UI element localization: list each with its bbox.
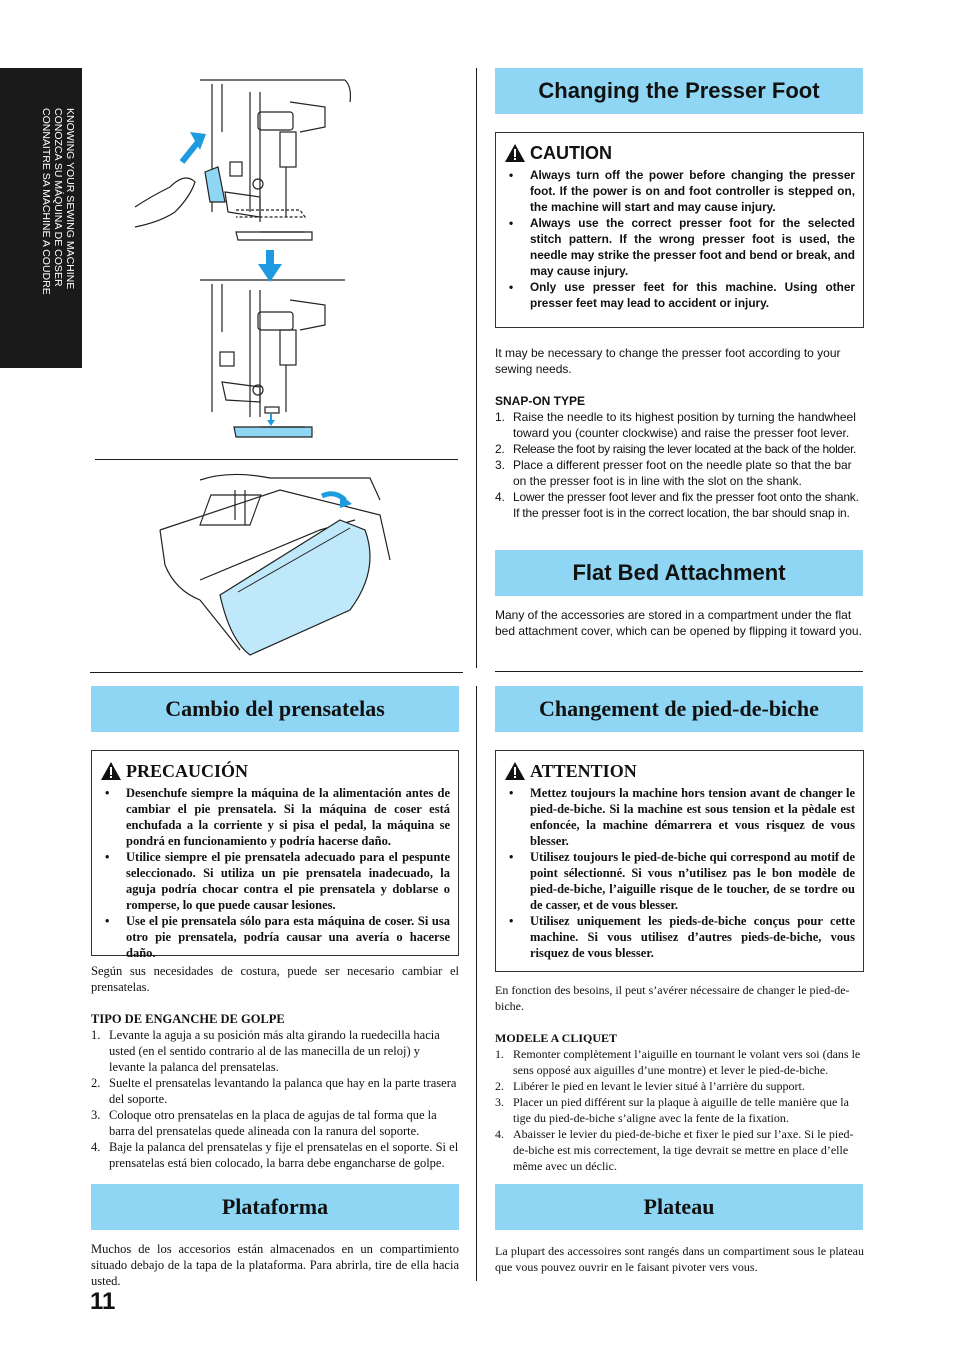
page-number: 11 bbox=[90, 1288, 116, 1315]
en-caution-heading bbox=[504, 143, 855, 163]
fr-caution-heading bbox=[504, 761, 855, 781]
fr-step: 4. Abaisser le levier du pied-de-biche et fixer le pied sur l’axe. Si le pied-de-biche est mis correctement, la tige devrait se mettre en place d’elle même avec un déclic. bbox=[495, 1127, 854, 1173]
en-step: 1. Raise the needle to its highest position by turning the handwheel toward you (counter clockwise) and raise the presser foot lever. bbox=[495, 410, 856, 440]
es-caution-item: • Use el pie prensatela sólo para esta máquina de coser. Si usa otro pie prensatela, podría causar una avería o hacerse daño. bbox=[100, 913, 450, 961]
chapter-tab-es: CONOZCA SU MÁQUINA DE COSER bbox=[52, 108, 64, 287]
es-caution-item: • Utilice siempre el pie prensatela adecuado para el pespunte seleccionado. Si utiliza un pie prensatela inadecuado, la aguja podría chocar contra el pie prensatela y doblarse o romperse, lo que puede causar lesiones. bbox=[100, 849, 450, 913]
es-step: 1. Levante la aguja a su posición más alta girando la ruedecilla hacia usted (en el sentido contrario al de las manecilla de un reloj) y levante la palanca del prensatelas. bbox=[91, 1028, 440, 1074]
fr-step: 2. Libérer le pied en levant le levier situé à l’arrière du support. bbox=[495, 1079, 805, 1093]
es-step: 2. Suelte el prensatelas levantando la palanca que hay en la parte trasera del soporte. bbox=[91, 1076, 457, 1106]
es-flat-title: Plataforma bbox=[91, 1184, 459, 1230]
chapter-tab-fr: CONNAITRE SA MACHINE A COUDRE bbox=[40, 108, 52, 295]
fr-caution-item: • Utilisez uniquement les pieds-de-biche conçus pour cette machine. Si vous utilisez d’autres pieds-de-biche, vous risquez de vous blesser. bbox=[504, 913, 855, 961]
warning-triangle-icon bbox=[100, 761, 122, 781]
chapter-tab-en: KNOWING YOUR SEWING MACHINE bbox=[64, 108, 76, 290]
es-body bbox=[91, 963, 459, 1171]
section-divider-right bbox=[495, 671, 863, 672]
illustration-divider bbox=[95, 459, 458, 460]
fr-flat-title: Plateau bbox=[495, 1184, 863, 1230]
es-caution-heading bbox=[100, 761, 450, 781]
es-caution-box bbox=[91, 750, 459, 960]
fr-step: 3. Placer un pied différent sur la plaque à aiguille de telle manière que la tige du pied-de-biche s’aligne avec la fente de la fixation. bbox=[495, 1095, 849, 1125]
column-divider-bottom bbox=[476, 686, 477, 1281]
es-presser-title: Cambio del prensatelas bbox=[91, 686, 459, 732]
fr-step: 1. Remonter complètement l’aiguille en tournant le volant vers soi (dans le sens opposé aux aiguilles d’une montre) et lever le pied-de-biche. bbox=[495, 1047, 861, 1077]
en-step: 4. Lower the presser foot lever and fix the presser foot onto the shank. If the presser foot is in the correct location, the bar should snap in. bbox=[495, 490, 859, 520]
en-presser-title: Changing the Presser Foot bbox=[495, 68, 863, 114]
es-step: 4. Baje la palanca del prensatelas y fije el prensatelas en el soporte. Si el prensatelas está bien colocado, la barra debe engancharse de golpe. bbox=[91, 1140, 459, 1170]
fr-presser-title: Changement de pied-de-biche bbox=[495, 686, 863, 732]
presser-foot-illustration bbox=[130, 72, 470, 452]
en-snap-title: SNAP-ON TYPE bbox=[495, 394, 586, 408]
warning-triangle-icon bbox=[504, 143, 526, 163]
es-snap-title: TIPO DE ENGANCHE DE GOLPE bbox=[91, 1012, 285, 1026]
en-caution-title: CAUTION bbox=[530, 143, 612, 163]
fr-caution-box bbox=[495, 750, 864, 972]
fr-flat-text: La plupart des accessoires sont rangés dans un compartiment sous le plateau que vous pouvez ouvrir en le faisant pivoter vers vous. bbox=[495, 1244, 864, 1274]
fr-caution-item: • Mettez toujours la machine hors tension avant de changer le pied-de-biche. Si la machine est sous tension et la pèdale est enfoncée, la machine démarrera et vous risquez de vous blesser. bbox=[504, 785, 855, 849]
en-flat-text: Many of the accessories are stored in a compartment under the flat bed attachment cover, which can be opened by flipping it toward you. bbox=[495, 608, 862, 638]
column-divider-top bbox=[476, 68, 477, 668]
en-caution-box bbox=[495, 132, 864, 328]
en-step: 2. Release the foot by raising the lever located at the back of the holder. bbox=[495, 442, 857, 456]
chapter-tab bbox=[0, 68, 82, 368]
en-caution-item: • Only use presser feet for this machine. Using other presser feet may lead to accident or injury. bbox=[504, 279, 855, 311]
fr-intro: En fonction des besoins, il peut s’avérer nécessaire de changer le pied-de-biche. bbox=[495, 983, 850, 1013]
es-flat-text: Muchos de los accesorios están almacenados en un compartimiento situado debajo de la tapa de la plataforma. Para abrirla, tire de ella hacia usted. bbox=[91, 1242, 459, 1288]
section-divider-left bbox=[90, 672, 463, 673]
en-step: 3. Place a different presser foot on the needle plate so that the bar on the presser foot is in line with the slot on the shank. bbox=[495, 458, 852, 488]
en-caution-item: • Always use the correct presser foot for the selected stitch pattern. If the wrong presser foot is used, the needle may strike the presser foot and bend or break, and may cause injury. bbox=[504, 215, 855, 279]
flat-bed-illustration bbox=[150, 470, 450, 660]
fr-caution-title: ATTENTION bbox=[530, 761, 637, 781]
en-intro: It may be necessary to change the presser foot according to your sewing needs. bbox=[495, 346, 841, 376]
en-caution-item: • Always turn off the power before changing the presser foot. If the power is on and foot controller is stepped on, the machine will start and may cause injury. bbox=[504, 167, 855, 215]
warning-triangle-icon bbox=[504, 761, 526, 781]
es-step: 3. Coloque otro prensatelas en la placa de agujas de tal forma que la barra del prensatelas quede alineada con la ranura del soporte. bbox=[91, 1108, 437, 1138]
es-caution-item: • Desenchufe siempre la máquina de la alimentación antes de cambiar el pie prensatela. Si la máquina de coser está enchufada a la corriente y si pisa el pedal, la máquina se pondrá en funcionamiento y podría hacerse daño. bbox=[100, 785, 450, 849]
fr-caution-item: • Utilisez toujours le pied-de-biche qui correspond au motif de point sélectionné. Si vous n’utilisez pas le bon modèle de pied-de-biche, l’aiguille risque de le toucher, de se tordre ou de casser, et de vous blesser. bbox=[504, 849, 855, 913]
fr-body bbox=[495, 982, 864, 1174]
en-flat-title: Flat Bed Attachment bbox=[495, 550, 863, 596]
es-caution-title: PRECAUCIÓN bbox=[126, 761, 249, 781]
es-intro: Según sus necesidades de costura, puede ser necesario cambiar el prensatelas. bbox=[91, 964, 459, 994]
en-body bbox=[495, 345, 864, 521]
fr-snap-title: MODELE A CLIQUET bbox=[495, 1031, 618, 1045]
